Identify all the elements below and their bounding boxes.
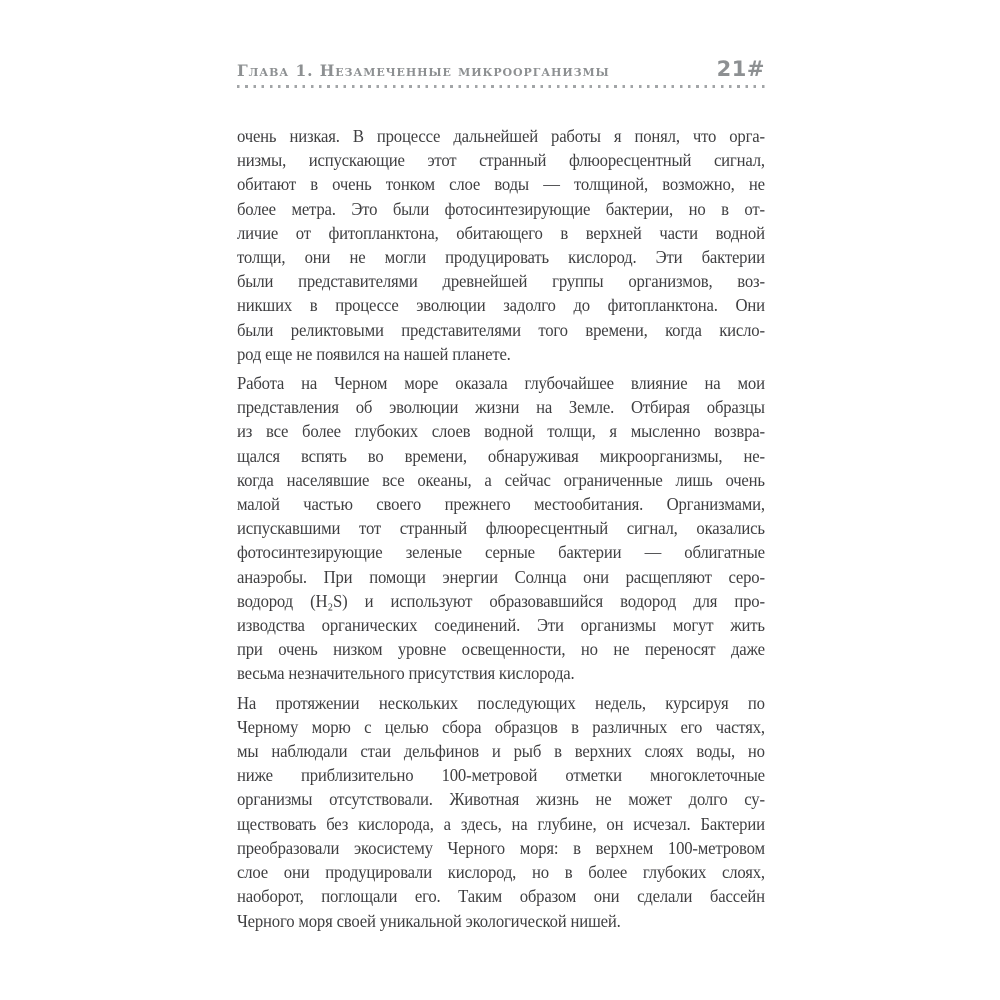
text-line: ществовать без кислорода, а здесь, на глубине, он исчезал. Бактерии — [237, 813, 765, 834]
text-line: из все более глубоких слоев водной толщи, я мысленно возвра- — [237, 421, 765, 442]
text-line: представления об эволюции жизни на Земле. Отбирая образцы — [237, 397, 765, 418]
paragraph — [237, 371, 765, 686]
text-line: были реликтовыми представителями того времени, когда кисло- — [237, 319, 765, 340]
body-text — [237, 124, 765, 938]
text-line: испускавшими тот странный флюоресцентный сигнал, оказались — [237, 518, 765, 539]
text-line: малой частью своего прежнего местообитания. Организмами, — [237, 494, 765, 515]
text-line: На протяжении нескольких последующих недель, курсируя по — [237, 692, 765, 713]
text-line: обитают в очень тонком слое воды — толщиной, возможно, не — [237, 174, 765, 195]
text-line: щался вспять во времени, обнаруживая микроорганизмы, не- — [237, 445, 765, 466]
page-number: 21# — [716, 57, 765, 81]
text-line: когда населявшие все океаны, а сейчас ограниченные лишь очень — [237, 469, 765, 490]
text-line: организмы отсутствовали. Животная жизнь не может долго су- — [237, 789, 765, 810]
text-line: Работа на Черном море оказала глубочайшее влияние на мои — [237, 373, 765, 394]
text-line: род еще не появился на нашей планете. — [237, 343, 511, 364]
text-line: Черного моря своей уникальной экологической нишей. — [237, 910, 621, 931]
text-line: никших в процессе эволюции задолго до фитопланктона. Они — [237, 295, 765, 316]
text-line: ниже приблизительно 100-метровой отметки многоклеточные — [237, 765, 765, 786]
running-header — [237, 57, 765, 81]
text-line: личие от фитопланктона, обитающего в верхней части водной — [237, 222, 765, 243]
text-line: мы наблюдали стаи дельфинов и рыб в верхних слоях воды, но — [237, 741, 765, 762]
text-line: при очень низком уровне освещенности, но не переносят даже — [237, 639, 765, 660]
dotted-rule — [237, 85, 767, 88]
paragraph — [237, 124, 765, 366]
paragraph — [237, 691, 765, 933]
text-line: слое они продуцировали кислород, но в более глубоких слоях, — [237, 862, 765, 883]
text-line: толщи, они не могли продуцировать кислород. Эти бактерии — [237, 247, 765, 268]
text-line: анаэробы. При помощи энергии Солнца они расщепляют серо- — [237, 566, 765, 587]
text-line: низмы, испускающие этот странный флюоресцентный сигнал, — [237, 150, 765, 171]
text-line: преобразовали экосистему Черного моря: в верхнем 100-метровом — [237, 837, 765, 858]
text-line: изводства органических соединений. Эти организмы могут жить — [237, 615, 765, 636]
text-line: наоборот, поглощали его. Таким образом они сделали бассейн — [237, 886, 765, 907]
text-line: водород (H₂S) и используют образовавшийся водород для про- — [237, 590, 765, 611]
text-line: более метра. Это были фотосинтезирующие бактерии, но в от- — [237, 198, 765, 219]
chapter-title: Глава 1. Незамеченные микроорганизмы — [237, 61, 610, 80]
text-line: очень низкая. В процессе дальнейшей работы я понял, что орга- — [237, 126, 765, 146]
text-line: Черному морю с целью сбора образцов в различных его частях, — [237, 716, 765, 737]
text-line: были представителями древнейшей группы организмов, воз- — [237, 271, 765, 292]
text-line: фотосинтезирующие зеленые серные бактерии — облигатные — [237, 542, 765, 563]
text-line: весьма незначительного присутствия кислорода. — [237, 663, 575, 684]
